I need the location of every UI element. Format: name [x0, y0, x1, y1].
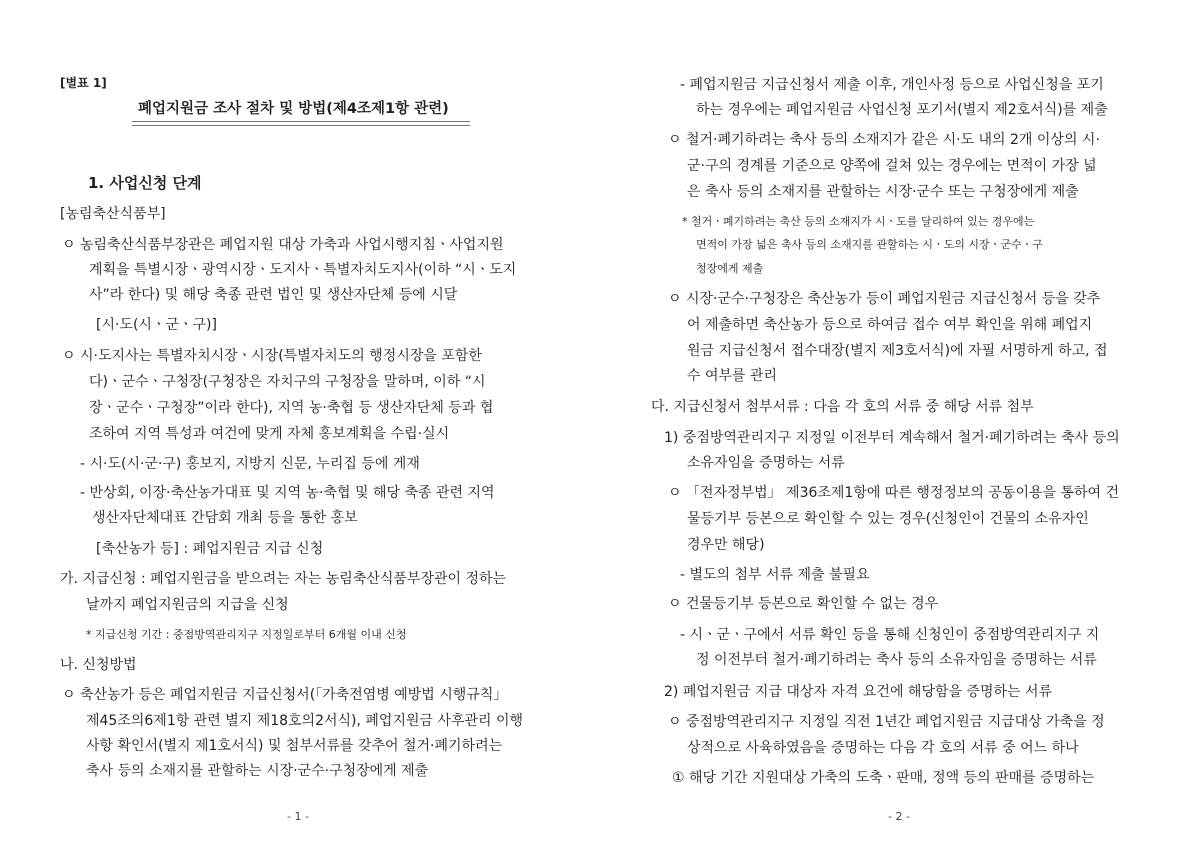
text-line: 사”라 한다) 및 해당 축종 관련 법인 및 생산자단체 등에 시달 — [89, 287, 458, 303]
text-line: ㅇ 철거·폐기하려는 축사 등의 소재지가 같은 시·도 내의 2개 이상의 시· — [668, 132, 1100, 148]
note-line: 청장에게 제출 — [696, 262, 764, 275]
text-line: 가. 지급신청 : 폐업지원금을 받으려는 자는 농림축산식품부장관이 정하는 — [60, 571, 507, 587]
text-line: [축산농가 등] : 폐업지원금 지급 신청 — [96, 541, 324, 557]
text-line: 수 여부를 관리 — [687, 368, 778, 384]
text-line: 나. 신청방법 — [60, 657, 137, 673]
text-line: 소유자임을 증명하는 서류 — [687, 455, 845, 471]
text-line: 상적으로 사육하였음을 증명하는 다음 각 호의 서류 중 어느 하나 — [687, 740, 1079, 756]
text-line: 다. 지급신청서 첨부서류 : 다음 각 호의 서류 중 해당 서류 첨부 — [651, 399, 1034, 415]
text-line: 정 이전부터 철거·폐기하려는 축사 등의 소유자임을 증명하는 서류 — [696, 652, 1097, 668]
note-line: * 철거ㆍ폐기하려는 축산 등의 소재지가 시ㆍ도를 달리하여 있는 경우에는 — [682, 215, 1035, 228]
text-line: 어 제출하면 축산농가 등으로 하여금 접수 여부 확인을 위해 폐업지 — [687, 317, 1093, 333]
text-line: 조하여 지역 특성과 여건에 맞게 자체 홍보계획을 수립·실시 — [89, 426, 450, 442]
text-line: ① 해당 기간 지원대상 가축의 도축ㆍ판매, 정액 등의 판매를 증명하는 — [672, 770, 1095, 786]
text-line: 축사 등의 소재지를 관할하는 시장·군수·구청장에게 제출 — [86, 763, 429, 779]
text-line: 장ㆍ군수ㆍ구청장”이라 한다), 지역 농·축협 등 생산자단체 등과 협 — [89, 400, 494, 416]
section-heading: 1. 사업신청 단계 — [88, 174, 202, 192]
text-line: [농림축산식품부] — [60, 206, 166, 222]
text-line: 날까지 폐업지원금의 지급을 신청 — [86, 597, 289, 613]
text-line: - 시ㆍ군ㆍ구에서 서류 확인 등을 통해 신청인이 중점방역관리지구 지 — [680, 627, 1100, 643]
text-line: - 시·도(시·군·구) 홍보지, 지방지 신문, 누리집 등에 게재 — [80, 456, 420, 472]
text-line: 은 축사 등의 소재지를 관할하는 시장·군수 또는 구청장에게 제출 — [687, 184, 1079, 200]
page-number: - 1 - — [287, 810, 309, 823]
page-2 — [600, 0, 1200, 848]
text-line: ㅇ 시·도지사는 특별자치시장ㆍ시장(특별자치도의 행정시장을 포함한 — [62, 348, 482, 364]
text-line: ㅇ 「전자정부법」 제36조제1항에 따른 행정정보의 공동이용을 통하여 건 — [668, 485, 1120, 501]
text-line: 사항 확인서(별지 제1호서식) 및 첨부서류를 갖추어 철거·폐기하려는 — [86, 738, 503, 754]
text-line: ㅇ 축산농가 등은 폐업지원금 지급신청서(「가축전염병 예방법 시행규칙」 — [62, 687, 508, 703]
text-line: - 별도의 첨부 서류 제출 불필요 — [680, 567, 870, 583]
text-line: 제45조의6제1항 관련 별지 제18호의2서식), 폐업지원금 사후관리 이행 — [86, 713, 524, 729]
text-line: ㅇ 중점방역관리지구 지정일 직전 1년간 폐업지원금 지급대상 가축을 정 — [668, 714, 1105, 730]
text-line: 계획을 특별시장ㆍ광역시장ㆍ도지사ㆍ특별자치도지사(이하 “시ㆍ도지 — [89, 262, 517, 278]
text-line: ㅇ 시장·군수·구청장은 축산농가 등이 폐업지원금 지급신청서 등을 갖추 — [668, 291, 1101, 307]
text-line: 다)ㆍ군수ㆍ구청장(구청장은 자치구의 구청장을 말하며, 이하 “시 — [89, 374, 486, 390]
title-underline — [132, 121, 470, 126]
text-line: 원금 지급신청서 접수대장(별지 제3호서식)에 자필 서명하게 하고, 접 — [687, 343, 1108, 359]
annex-label: [별표 1] — [60, 76, 107, 90]
text-line: 2) 폐업지원금 지급 대상자 자격 요건에 해당함을 증명하는 서류 — [664, 684, 1053, 700]
text-line: ㅇ 건물등기부 등본으로 확인할 수 없는 경우 — [668, 596, 939, 612]
text-line: 경우만 해당) — [687, 537, 765, 553]
page-number: - 2 - — [888, 810, 910, 823]
document-title: 폐업지원금 조사 절차 및 방법(제4조제1항 관련) — [138, 101, 449, 117]
text-line: - 반상회, 이장·축산농가대표 및 지역 농·축협 및 해당 축종 관련 지역 — [80, 485, 495, 501]
text-line: [시·도(시ㆍ군ㆍ구)] — [96, 317, 217, 333]
text-line: ㅇ 농림축산식품부장관은 폐업지원 대상 가축과 사업시행지침ㆍ사업지원 — [62, 237, 504, 253]
text-line: 1) 중점방역관리지구 지정일 이전부터 계속해서 철거·폐기하려는 축사 등의 — [664, 430, 1120, 446]
text-line: 생산자단체대표 간담회 개최 등을 통한 홍보 — [92, 510, 358, 526]
text-line: 군·구의 경계를 기준으로 양쪽에 걸쳐 있는 경우에는 면적이 가장 넓 — [687, 158, 1097, 174]
note-line: * 지급신청 기간 : 중점방역관리지구 지정일로부터 6개월 이내 신청 — [86, 628, 407, 641]
note-line: 면적이 가장 넓은 축사 등의 소재지를 관할하는 시ㆍ도의 시장ㆍ군수ㆍ구 — [696, 238, 1043, 251]
text-line: - 폐업지원금 지급신청서 제출 이후, 개인사정 등으로 사업신청을 포기 — [680, 77, 1104, 93]
text-line: 물등기부 등본으로 확인할 수 있는 경우(신청인이 건물의 소유자인 — [687, 511, 1089, 527]
text-line: 하는 경우에는 폐업지원금 사업신청 포기서(별지 제2호서식)를 제출 — [696, 102, 1108, 118]
